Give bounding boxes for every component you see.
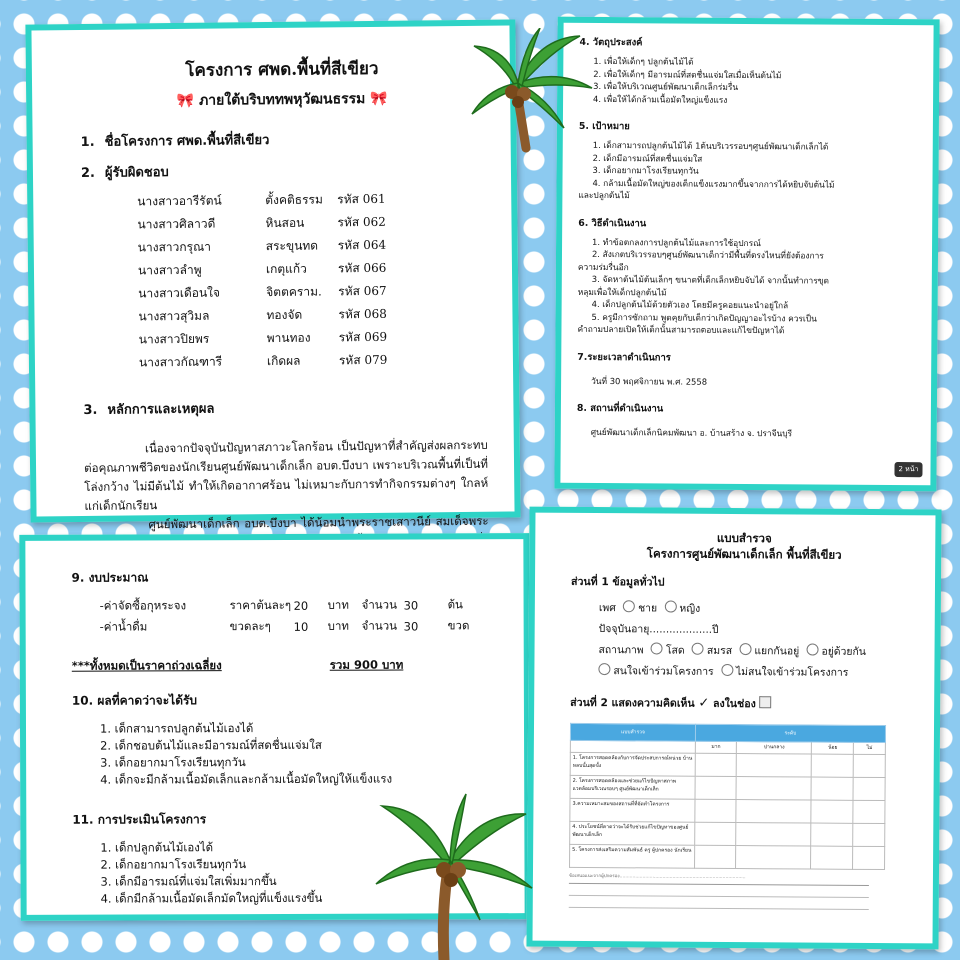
rating-cell[interactable]	[853, 823, 885, 846]
palm-tree-icon	[368, 788, 538, 960]
level-label: น้อย	[812, 742, 854, 754]
budget-unit: ราคาต้นละๆ	[229, 597, 292, 613]
rating-cell[interactable]	[736, 777, 811, 801]
person-code: รหัส 069	[338, 329, 388, 345]
budget-baht: บาท	[327, 597, 349, 612]
rating-cell[interactable]	[853, 846, 885, 869]
responsible-person-row	[139, 351, 388, 377]
male-radio[interactable]	[623, 600, 635, 612]
section-1-heading: 1. ชื่อโครงการ ศพด.พื้นที่สีเขียว	[80, 133, 270, 151]
interest-row: สนใจเข้าร่วมโครงการ ไม่สนใจเข้าร่วมโครงการ	[598, 663, 916, 682]
goal-item: 2. เด็กมีอารมณ์ที่สดชื่นแจ่มใส	[592, 152, 703, 164]
survey-col-header: แบบสำรวจ	[570, 723, 695, 741]
rating-cell[interactable]	[736, 823, 811, 847]
rating-cell[interactable]	[695, 799, 736, 822]
expected-results-heading: 10. ผลที่คาดว่าจะได้รับ	[71, 693, 198, 708]
section-2-heading: 2. ผู้รับผิดชอบ	[80, 165, 169, 182]
person-first-name: นางสาวปิยพร	[138, 331, 210, 347]
rating-cell[interactable]	[811, 777, 853, 800]
budget-qtylabel: จำนวน	[361, 618, 398, 633]
budget-price: 10	[293, 619, 309, 634]
person-last-name: พานทอง	[266, 330, 311, 346]
budget-baht: บาท	[327, 618, 350, 633]
evaluation-heading: 11. การประเมินโครงการ	[72, 812, 207, 827]
expected-result-item: 3. เด็กอยากมาโรงเรียนทุกวัน	[100, 755, 246, 770]
responsible-person-row	[138, 236, 387, 262]
responsible-person-row	[138, 305, 387, 331]
survey-question: 2. โครงการสอดคล้องและช่วยแก้ไขปัญหาสภาพแวดล้อมบริเวณรอบๆ ศูนย์พัฒนาเด็กเล็ก	[570, 775, 695, 799]
suggestion-line[interactable]: ข้อเสนอแนะจากผู้ปกครอง........................................................................................	[569, 872, 869, 886]
person-code: รหัส 062	[337, 214, 386, 230]
person-first-name: นางสาวสุวิมล	[138, 308, 210, 324]
female-radio[interactable]	[664, 601, 676, 613]
objectives-heading: 4. วัตถุประสงค์	[579, 36, 643, 49]
checkbox-icon	[759, 696, 771, 708]
person-first-name: นางสาวศิลาวดี	[137, 216, 216, 232]
survey-question: 4. ประโยชน์ที่คาดว่าจะได้รับช่วยแก้ไขปัญหาของศูนย์พัฒนาเด็กเล็ก	[570, 821, 695, 845]
level-col-header: ระดับ	[695, 724, 885, 742]
survey-question: 1. โครงการสอดคล้องกับการจัดประสบการณ์หน่วย บ้านหลบนั้นสุดขั้ง	[570, 752, 695, 776]
objective-item: 2. เพื่อให้เด็กๆ มีอารมณ์ที่สดชื่นแจ่มใสเมื่อเห็นต้นไม้	[593, 68, 782, 80]
person-code: รหัส 079	[338, 352, 388, 368]
rating-cell[interactable]	[812, 754, 854, 777]
expected-results-list	[72, 719, 504, 789]
page-count-badge: 2 หน้า	[894, 462, 922, 477]
survey-question-row	[570, 798, 885, 823]
responsible-people-table	[137, 190, 387, 377]
blank-cell	[570, 740, 695, 753]
person-code: รหัส 067	[338, 283, 387, 299]
survey-part-1-heading: ส่วนที่ 1 ข้อมูลทั่วไป	[570, 575, 665, 589]
survey-question-row	[570, 775, 885, 800]
expected-result-item: 4. เด็กจะมีกล้ามเนื้อมัดเล็กและกล้ามเนื้อมัดใหญ่ให้แข็งแรง	[100, 771, 393, 787]
rationale-paragraph-2: ศูนย์พัฒนาเด็กเล็ก อบต.บึงบา ได้น้อมนำพระราชเสาวนีย์ สมเด็จพระเจ้าฯ	[148, 513, 489, 532]
responsible-person-row	[137, 213, 386, 239]
objective-item: 1. เพื่อให้เด็กๆ ปลูกต้นไม้ได้	[593, 55, 694, 67]
goal-item-4-cont: และปลูกต้นไม้	[578, 189, 630, 201]
method-item: 2. สังเกตบริเวรรอบๆศูนย์พัฒนาเด็กว่ามีพื้นที่ตรงไหนที่ยังต้องการ	[591, 248, 824, 261]
rating-cell[interactable]	[854, 754, 886, 777]
married-radio[interactable]	[692, 643, 704, 655]
budget-total: ***ทั้งหมดเป็นราคาถ่วงเฉลี่ยง รวม 900 บาท	[71, 657, 404, 673]
duration-date: วันที่ 30 พฤศจิกายน พ.ศ. 2558	[591, 375, 708, 387]
method-item-cont: หลุมเพื่อให้เด็กปลูกต้นไม้	[577, 286, 667, 297]
subtitle-text: ภายใต้บริบททพหุวัฒนธรรม	[198, 91, 366, 109]
goal-item: 1. เด็กสามารถปลูกต้นไม้ได้ 1ต้นบริเวรรอบๆศูนย์พัฒนาเด็กเล็กได้	[592, 139, 829, 152]
responsible-person-row	[137, 190, 386, 216]
budget-item: -ค่าน้ำดื่ม	[99, 619, 148, 634]
person-last-name: สระขุนทด	[265, 238, 319, 254]
palm-tree-icon	[468, 28, 598, 168]
method-item-cont: คำถามปลายเปิดให้เด็กนั้นสามารถตอบและแก้ไขปัญหาได้	[577, 323, 785, 336]
method-item: 3. จัดหาต้นไม้ต้นเล็กๆ ขนาดที่เด็กเล็กหยิบจับได้ จากนั้นทำการขุด	[591, 273, 829, 286]
rating-cell[interactable]	[853, 777, 885, 800]
budget-kind: ต้น	[447, 597, 463, 612]
goals-heading: 5. เป้าหมาย	[578, 120, 630, 133]
sex-row: เพศ ชาย หญิง	[598, 602, 701, 615]
budget-row	[100, 617, 478, 639]
objective-item: 3. เพื่อให้บริเวณศูนย์พัฒนาเด็กเล็กร่มรื่น	[593, 80, 739, 92]
person-first-name: นางสาวกรุณา	[137, 239, 212, 255]
method-item: 4. เด็กปลูกต้นไม้ด้วยตัวเอง โดยมีครูคอยแนะนำอยู่ใกล้	[591, 298, 789, 311]
budget-table	[100, 596, 478, 639]
rating-cell[interactable]	[736, 846, 811, 870]
goal-item-4: 4. กล้ามเนื้อมัดใหญ่ของเด็กแข็งแรงมากขึ้นจากการได้หยิบจับต้นไม้	[592, 177, 835, 190]
objectives-list	[593, 55, 915, 107]
project-title: โครงการ ศพด.พื้นที่สีเขียว	[185, 58, 379, 81]
project-cover-card	[25, 19, 520, 532]
ribbon-bow-icon: 🎀	[370, 90, 388, 107]
budget-item: -ค่าจัดซื้อกุหระจง	[99, 598, 187, 613]
expected-result-item: 2. เด็กชอบต้นไม้และมีอารมณ์ที่สดชื่นแจ่มใส	[100, 737, 322, 753]
rating-cell[interactable]	[736, 754, 811, 778]
method-item: 1. ทำข้อตกลงการปลูกต้นไม้และการใช้อุปกรณ์	[592, 236, 761, 248]
person-code: รหัส 061	[337, 191, 386, 207]
age-row[interactable]: ปัจจุบันอายุ...................ปี	[598, 623, 719, 636]
survey-card	[526, 507, 941, 950]
budget-price: 20	[293, 598, 309, 613]
not-interested-radio[interactable]	[721, 664, 733, 676]
ribbon-bow-icon: 🎀	[176, 92, 195, 109]
checkmark-icon: ✓	[698, 695, 710, 711]
person-last-name: ทองจัด	[266, 307, 303, 323]
opinion-survey-table	[569, 723, 886, 870]
level-label: มาก	[695, 741, 736, 753]
responsible-person-row	[138, 259, 387, 285]
interested-radio[interactable]	[598, 663, 610, 675]
survey-question-row	[570, 821, 885, 846]
rating-cell[interactable]	[811, 823, 853, 846]
expected-result-item: 1. เด็กสามารถปลูกต้นไม้เองได้	[99, 721, 254, 736]
rationale-paragraph-1: เนื่องจากปัจจุบันปัญหาสภาวะโลกร้อน เป็นปัญหาที่สำคัญส่งผลกระทบต่อคุณภาพชีวิตของนักเรียนศูนย์พัฒนาเด็กเล็ก อบต.บึงบา เพราะบริเวณพื้นที่เป็นที่โล่งกว้าง ไม่มีต้นไม้ ทำให้เกิดอากาศร้อน ไม่เหมาะกับการทำกิจกรรมต่างๆ ใกลห์แก่เด็กนักเรียน	[83, 437, 489, 513]
method-item-cont: ความร่มรื่นอีก	[577, 261, 629, 272]
survey-part-2-heading: ส่วนที่ 2 แสดงความคิดเห็น ✓ ลงในช่อง	[570, 694, 916, 713]
survey-question-row	[570, 844, 885, 869]
rating-cell[interactable]	[736, 800, 811, 824]
person-last-name: หินสอน	[265, 215, 305, 231]
location-heading: 8. สถานที่ดำเนินงาน	[576, 402, 664, 415]
rating-cell[interactable]	[811, 846, 853, 869]
section-3-heading: 3. หลักการและเหตุผล	[83, 401, 215, 418]
project-subtitle	[80, 87, 484, 113]
level-label: ไม่	[854, 742, 886, 754]
evaluation-item: 3. เด็กมีอารมณ์ที่แจ่มใสเพิ่มมากขึ้น	[100, 873, 277, 889]
budget-kind: ขวด	[447, 618, 470, 633]
separated-radio[interactable]	[739, 643, 751, 655]
budget-row	[100, 596, 478, 618]
budget-qtylabel: จำนวน	[361, 597, 397, 612]
rating-cell[interactable]	[853, 800, 885, 823]
survey-question: 5. โครงการส่งเสริมความสัมพันธ์ ครู ผู้ปกครอง นักเรียน	[570, 844, 695, 868]
responsible-person-row	[139, 328, 388, 354]
person-code: รหัส 068	[338, 306, 387, 322]
project-details-card	[554, 17, 939, 492]
rating-cell[interactable]	[695, 776, 736, 799]
suggestion-blank-line[interactable]	[569, 896, 869, 910]
level-label: ปานกลาง	[737, 742, 812, 755]
method-heading: 6. วิธีดำเนินงาน	[578, 217, 647, 229]
goal-item: 3. เด็กอยากมาโรงเรียนทุกวัน	[592, 164, 699, 176]
budget-unit: ขวดละๆ	[229, 619, 271, 634]
rating-cell[interactable]	[695, 822, 736, 845]
budget-qty: 30	[403, 598, 419, 613]
rating-cell[interactable]	[695, 845, 736, 868]
person-last-name: ตั้งคติธรรม	[265, 192, 323, 208]
method-item: 5. ครูมีการซักถาม พูดคุยกับเด็กว่าเกิดปัญญาอะไรบ้าง ควรเป็น	[591, 311, 817, 323]
rating-cell[interactable]	[811, 800, 853, 823]
rating-cell[interactable]	[695, 753, 736, 776]
person-last-name: เกตุแก้ว	[265, 261, 307, 277]
survey-title: แบบสำรวจ โครงการศูนย์พัฒนาเด็กเล็ก พื้นที่สีเขียว	[646, 530, 842, 562]
survey-question: 3.ความเหมาะสมของสถานที่ที่จัดทำโครงการ	[570, 798, 695, 822]
person-last-name: เกิดผล	[266, 353, 301, 369]
person-first-name: นางสาวลำพู	[137, 262, 202, 278]
location-text: ศูนย์พัฒนาเด็กเล็กนิคมพัฒนา อ. บ้านสร้าง จ. ปราจีนบุรี	[590, 426, 793, 439]
budget-heading: 9. งบประมาณ	[71, 570, 149, 585]
person-code: รหัส 064	[337, 237, 387, 253]
together-radio[interactable]	[806, 644, 818, 656]
person-code: รหัส 066	[337, 260, 387, 276]
budget-qty: 30	[403, 619, 419, 634]
person-first-name: นางสาวอารีรัตน์	[137, 193, 222, 209]
person-last-name: จิตตคราม.	[266, 284, 322, 300]
evaluation-item: 2. เด็กอยากมาโรงเรียนทุกวัน	[100, 857, 247, 872]
objective-item: 4. เพื่อให้ได้กล้ามเนื้อมัดใหญ่แข็งแรง	[593, 93, 728, 105]
single-radio[interactable]	[651, 642, 663, 654]
responsible-person-row	[138, 282, 387, 308]
person-first-name: นางสาวกัณฑารี	[138, 354, 223, 370]
evaluation-item: 1. เด็กปลูกต้นไม้เองได้	[100, 840, 214, 855]
survey-question-row	[570, 752, 885, 777]
duration-heading: 7.ระยะเวลาดำเนินการ	[577, 351, 671, 363]
evaluation-item: 4. เด็กมีกล้ามเนื้อมัดเล็กมัดใหญ่ที่แข็งแรงขึ้น	[100, 890, 323, 906]
person-first-name: นางสาวเดือนใจ	[138, 285, 221, 301]
status-row: สถานภาพ โสด สมรส แยกกันอยู่ อยู่ด้วยกัน	[598, 644, 866, 658]
goals-list	[593, 139, 915, 179]
